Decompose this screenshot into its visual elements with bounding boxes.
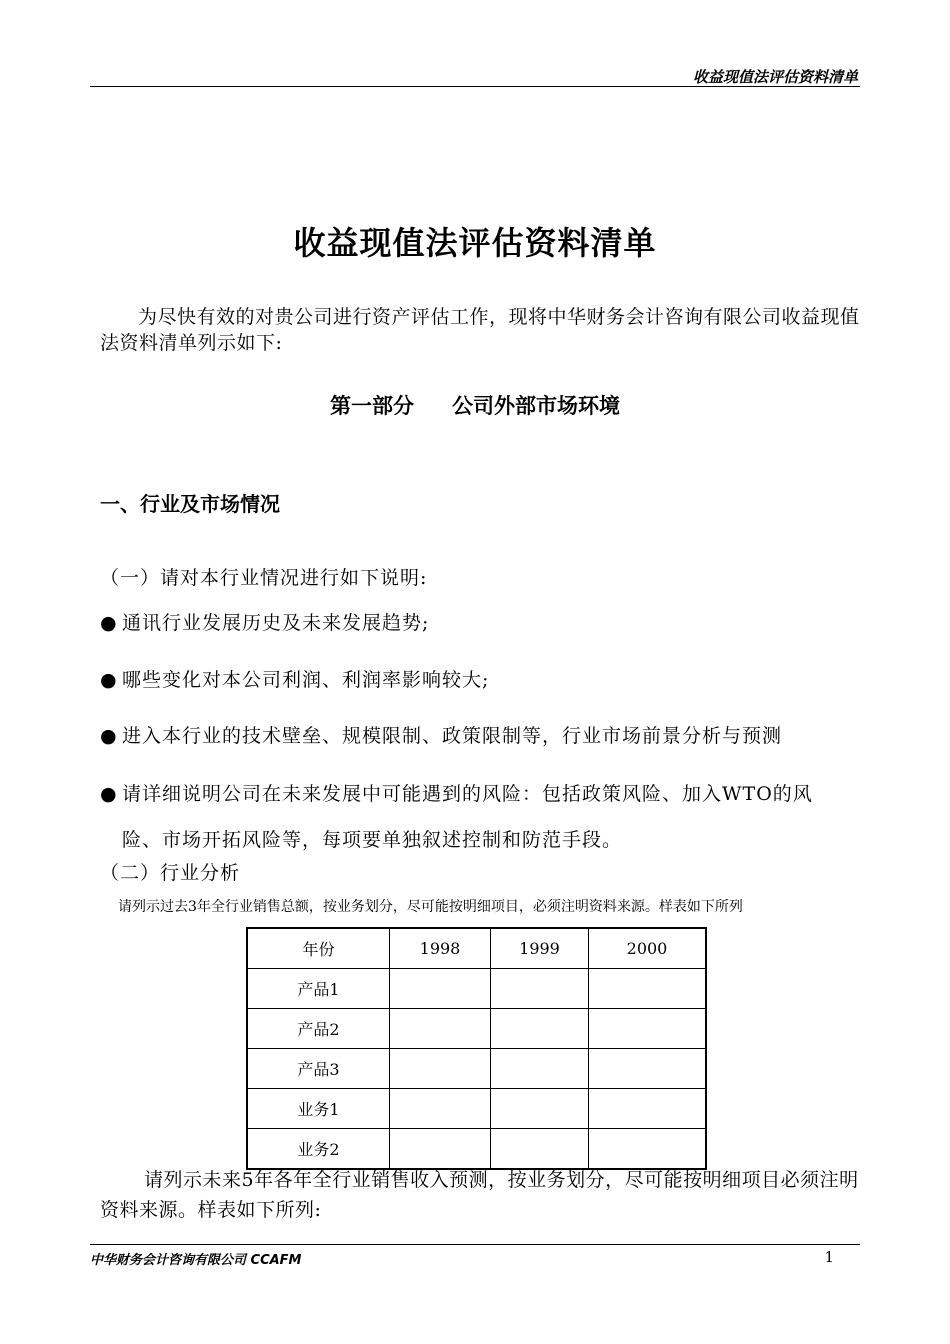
table-header-cell: 2000 xyxy=(589,928,707,969)
subsection-heading-1: （一）请对本行业情况进行如下说明: xyxy=(100,567,428,589)
bullet-dot-icon: ● xyxy=(100,612,118,634)
bullet-text: 进入本行业的技术壁垒、规模限制、政策限制等，行业市场前景分析与预测 xyxy=(122,725,783,747)
table-cell xyxy=(491,1129,589,1170)
document-title: 收益现值法评估资料清单 xyxy=(293,224,657,262)
bullet-text: 请详细说明公司在未来发展中可能遇到的风险：包括政策风险、加入WTO的风 xyxy=(122,783,813,805)
table-cell xyxy=(390,969,491,1009)
intro-paragraph xyxy=(100,304,870,356)
forecast-text: 请列示未来5年各年全行业销售收入预测，按业务划分，尽可能按明细项目必须注明资料来源。样表如下所列: xyxy=(100,1169,859,1221)
bullet-item xyxy=(100,779,890,806)
subsection-heading-2: （二）行业分析 xyxy=(100,862,241,884)
table-cell xyxy=(491,1089,589,1129)
table-header-cell: 1998 xyxy=(390,928,491,969)
table-cell xyxy=(589,1129,707,1170)
footer-divider xyxy=(90,1244,860,1245)
bullet-dot-icon: ● xyxy=(100,783,118,805)
table-cell xyxy=(390,1049,491,1089)
bullet-dot-icon: ● xyxy=(100,669,118,691)
sales-table xyxy=(246,927,707,1170)
table-cell xyxy=(390,1089,491,1129)
table-cell xyxy=(589,969,707,1009)
table-cell xyxy=(589,1049,707,1089)
table-cell xyxy=(390,1009,491,1049)
bullet-item xyxy=(100,608,890,635)
table-row xyxy=(247,1009,706,1049)
table-cell xyxy=(491,1049,589,1089)
table-row-label: 产品3 xyxy=(247,1049,390,1089)
table-row-label: 业务2 xyxy=(247,1129,390,1170)
part-name: 公司外部市场环境 xyxy=(452,394,620,418)
part-title xyxy=(0,390,950,420)
table-row xyxy=(247,1129,706,1170)
intro-text: 为尽快有效的对贵公司进行资产评估工作，现将中华财务会计咨询有限公司收益现值法资料清单列示如下: xyxy=(100,306,860,354)
table-cell xyxy=(589,1009,707,1049)
table-row-label: 产品2 xyxy=(247,1009,390,1049)
table-cell xyxy=(589,1089,707,1129)
table-row xyxy=(247,1049,706,1089)
table-cell xyxy=(390,1129,491,1170)
table-header-row xyxy=(247,928,706,969)
table-header-cell: 1999 xyxy=(491,928,589,969)
bullet-text: 通讯行业发展历史及未来发展趋势; xyxy=(122,612,430,634)
table-row-label: 产品1 xyxy=(247,969,390,1009)
bullet-item xyxy=(100,665,890,692)
bullet-item xyxy=(100,721,890,748)
table-cell xyxy=(491,1009,589,1049)
forecast-paragraph xyxy=(100,1165,870,1225)
table-header-cell: 年份 xyxy=(247,928,390,969)
running-header: 收益现值法评估资料清单 xyxy=(692,68,858,86)
table-row xyxy=(247,969,706,1009)
part-number: 第一部分 xyxy=(330,394,414,418)
table-cell xyxy=(491,969,589,1009)
header-divider xyxy=(90,86,860,87)
bullet-continuation: 险、市场开拓风险等，每项要单独叙述控制和防范手段。 xyxy=(122,829,623,851)
bullet-dot-icon: ● xyxy=(100,725,118,747)
table-note: 请列示过去3年全行业销售总额，按业务划分，尽可能按明细项目，必须注明资料来源。样表如下所列 xyxy=(118,899,743,915)
page-number: 1 xyxy=(824,1248,834,1266)
footer-company: 中华财务会计咨询有限公司 CCAFM xyxy=(90,1253,302,1268)
table-row-label: 业务1 xyxy=(247,1089,390,1129)
bullet-text: 哪些变化对本公司利润、利润率影响较大; xyxy=(122,669,490,691)
table-row xyxy=(247,1089,706,1129)
section-heading: 一、行业及市场情况 xyxy=(100,492,280,516)
